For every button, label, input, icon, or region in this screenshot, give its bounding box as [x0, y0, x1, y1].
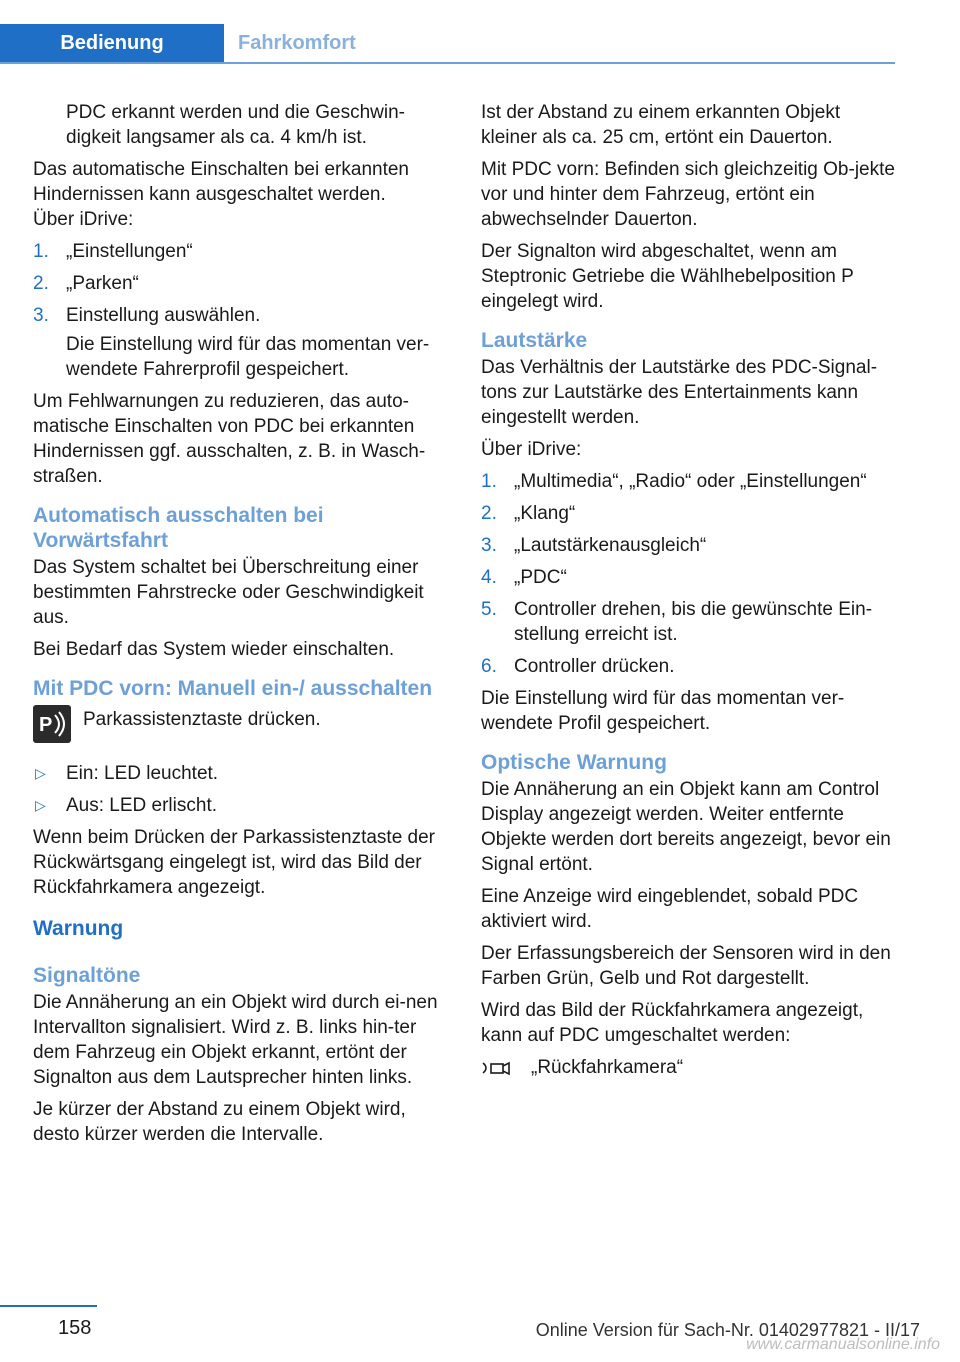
list-item: 6. Controller drücken.: [481, 656, 675, 677]
park-assist-text: Parkassistenztaste drücken.: [83, 709, 321, 730]
list-item: ▷ Aus: LED erlischt.: [35, 795, 217, 816]
list-item: ▷ Ein: LED leuchtet.: [35, 763, 219, 784]
list-item: 1. „Einstellungen“: [33, 241, 193, 262]
paragraph: PDC erkannt werden und die Geschwin-digkeit langsamer als ca. 4 km/h ist.: [66, 102, 406, 148]
tab-bedienung[interactable]: Bedienung: [0, 24, 224, 62]
online-version: Online Version für Sach-Nr. 01402977821 - II/17: [535, 1320, 920, 1340]
right-column: [481, 100, 901, 1080]
list-item: 1. „Multimedia“, „Radio“ oder „Einstellungen“: [481, 471, 867, 492]
settings-list: [33, 239, 453, 382]
paragraph: Die Einstellung wird für das momentan ver-wendete Profil gespeichert.: [481, 688, 845, 734]
park-assist-row: [33, 707, 453, 751]
list-item: 2. „Parken“: [33, 273, 139, 294]
paragraph: Ist der Abstand zu einem erkannten Objekt kleiner als ca. 25 cm, ertönt ein Dauerton.: [481, 102, 841, 148]
tab-fahrkomfort[interactable]: Fahrkomfort: [238, 32, 356, 54]
paragraph: Das System schaltet bei Überschreitung einer bestimmten Fahrstrecke oder Geschwindigkeit aus.: [33, 557, 424, 628]
led-list: [33, 761, 453, 818]
volume-steps-list: [481, 469, 901, 679]
list-item-note: Die Einstellung wird für das momentan ver-wendete Fahrerprofil gespeichert.: [66, 334, 430, 380]
page-number: 158: [58, 1317, 92, 1339]
paragraph: Der Signalton wird abgeschaltet, wenn am Steptronic Getriebe die Wählhebelposition P eingelegt wird.: [481, 241, 854, 312]
paragraph: Je kürzer der Abstand zu einem Objekt wird, desto kürzer werden die Intervalle.: [33, 1099, 406, 1145]
rear-camera-icon: [481, 1057, 511, 1079]
list-item: 5. Controller drehen, bis die gewünschte Ein-stellung erreicht ist.: [481, 599, 873, 645]
park-assist-icon: [33, 705, 71, 743]
footer-divider: [0, 1305, 97, 1307]
list-item: 4. „PDC“: [481, 567, 567, 588]
list-item: 3. Einstellung auswählen.: [33, 305, 261, 326]
paragraph: Das automatische Einschalten bei erkannten Hindernissen kann ausgeschaltet werden. Über iDrive:: [33, 159, 410, 230]
paragraph: Bei Bedarf das System wieder einschalten.: [33, 639, 395, 660]
paragraph: Mit PDC vorn: Befinden sich gleichzeitig Ob-jekte vor und hinter dem Fahrzeug, ertönt ein abwechselnder Dauerton.: [481, 159, 895, 230]
camera-text: „Rückfahrkamera“: [531, 1057, 684, 1078]
svg-text:P: P: [39, 714, 53, 736]
paragraph: Wird das Bild der Rückfahrkamera angezeigt, kann auf PDC umgeschaltet werden:: [481, 1000, 864, 1046]
paragraph: Um Fehlwarnungen zu reduzieren, das auto-matische Einschalten von PDC bei erkannten Hindernissen ggf. ausschalten, z. B. in Wasch-straßen.: [33, 391, 426, 487]
heading-lautstaerke: Lautstärke: [481, 329, 588, 352]
list-item: 2. „Klang“: [481, 503, 576, 524]
watermark: www.carmanualsonline.info: [746, 1336, 940, 1353]
heading-signaltoene: Signaltöne: [33, 964, 141, 987]
paragraph: Eine Anzeige wird eingeblendet, sobald PDC aktiviert wird.: [481, 886, 859, 932]
list-item: 3. „Lautstärkenausgleich“: [481, 535, 707, 556]
heading-optische-warnung: Optische Warnung: [481, 751, 667, 774]
camera-row: [481, 1055, 901, 1080]
header-tabs: [0, 24, 895, 64]
heading-warnung: Warnung: [33, 917, 124, 940]
paragraph: Der Erfassungsbereich der Sensoren wird in den Farben Grün, Gelb und Rot dargestellt.: [481, 943, 891, 989]
heading-auto-off: Automatisch ausschalten bei Vorwärtsfahrt: [33, 504, 324, 552]
paragraph: Über iDrive:: [481, 439, 582, 460]
paragraph: Die Annäherung an ein Objekt kann am Control Display angezeigt werden. Weiter entfernte Objekte werden dort bereits angezeigt, bevor ein Signal ertönt.: [481, 779, 891, 875]
left-column: [33, 100, 453, 1154]
paragraph: Die Annäherung an ein Objekt wird durch ei-nen Intervallton signalisiert. Wird z. B. links hin-ter dem Fahrzeug ein Objekt erkannt, ertönt der Signalton aus dem Lautsprecher hinten links.: [33, 992, 438, 1088]
heading-manual: Mit PDC vorn: Manuell ein-/ ausschalten: [33, 677, 433, 700]
paragraph: Wenn beim Drücken der Parkassistenztaste der Rückwärtsgang eingelegt ist, wird das Bild der Rückfahrkamera angezeigt.: [33, 827, 435, 898]
paragraph: Das Verhältnis der Lautstärke des PDC-Signal-tons zur Lautstärke des Entertainments kann eingestellt werden.: [481, 357, 878, 428]
